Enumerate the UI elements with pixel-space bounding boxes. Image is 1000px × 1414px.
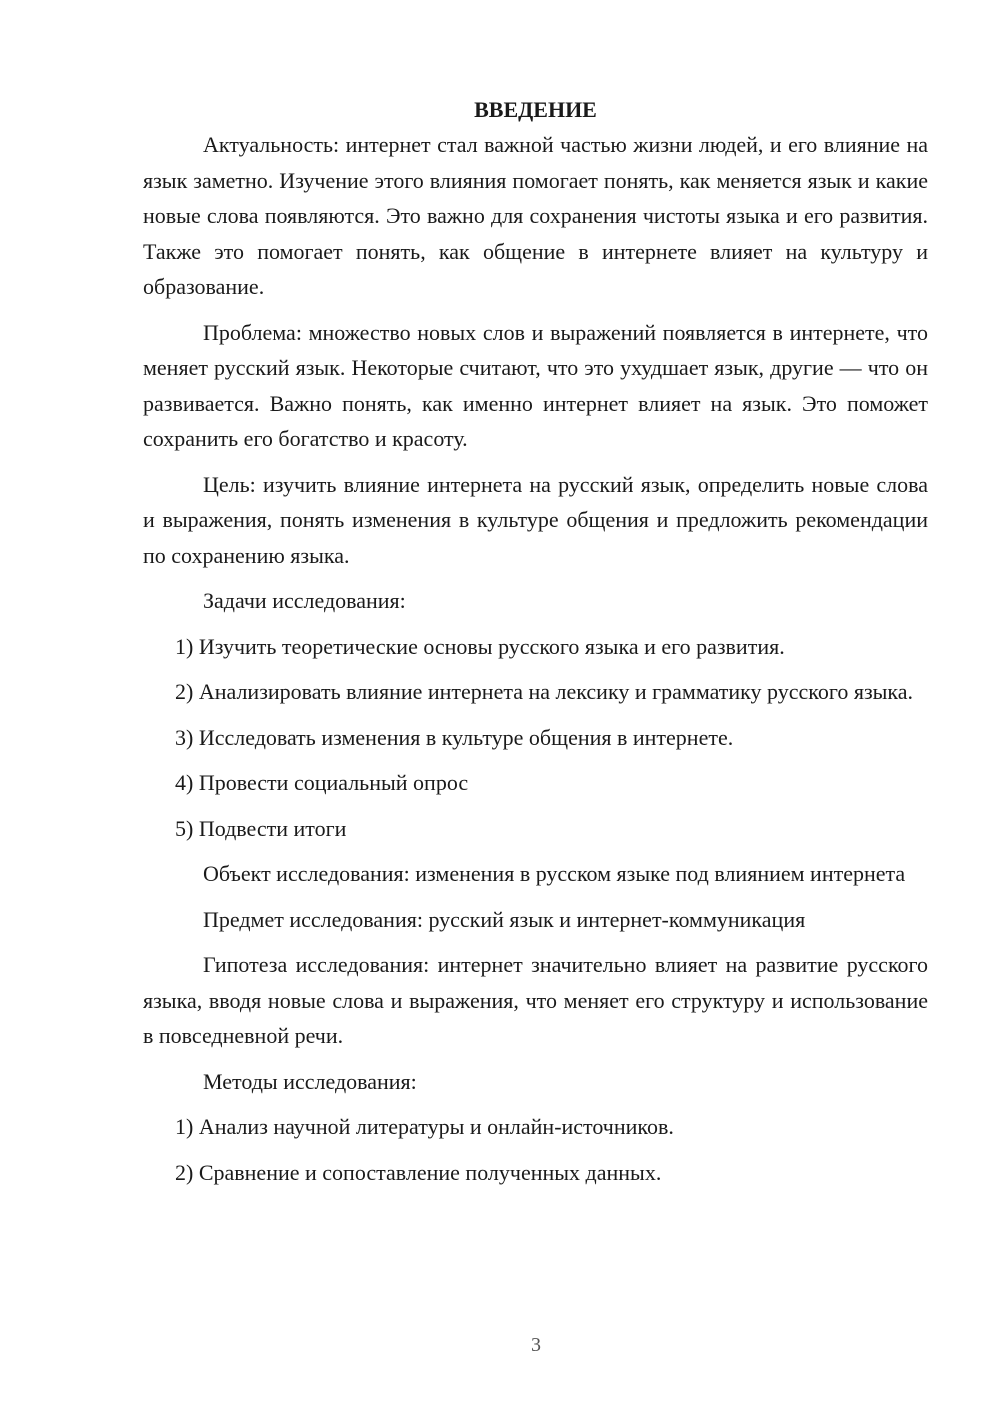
task-item-3: 3) Исследовать изменения в культуре общения в интернете. <box>175 724 734 750</box>
hypothesis-paragraph: Гипотеза исследования: интернет значительно влияет на развитие русского языка, вводя новые слова и выражения, что меняет его структуру и использование в повседневной речи. <box>143 952 928 1048</box>
method-item-1: 1) Анализ научной литературы и онлайн-источников. <box>175 1114 674 1139</box>
task-item-2: 2) Анализировать влияние интернета на лексику и грамматику русского языка. <box>175 679 914 704</box>
task-item-5: 5) Подвести итоги <box>175 815 347 841</box>
methods-title: Методы исследования: <box>203 1068 417 1094</box>
page-number: 3 <box>531 1334 541 1356</box>
task-item-4: 4) Провести социальный опрос <box>175 770 469 795</box>
relevance-paragraph: Актуальность: интернет стал важной частью жизни людей, и его влияние на язык заметно. Изучение этого влияния помогает понять, как меняется язык и какие новые слова появляются. Это важно для сохранения чистоты языка и его развития. Также это помогает понять, как общение в интернете влияет на культуру и образование. <box>143 132 928 299</box>
object-paragraph: Объект исследования: изменения в русском языке под влиянием интернета <box>203 861 906 886</box>
section-heading: ВВЕДЕНИЕ <box>474 97 597 122</box>
subject-paragraph: Предмет исследования: русский язык и интернет-коммуникация <box>203 906 806 932</box>
problem-paragraph: Проблема: множество новых слов и выражений появляется в интернете, что меняет русский язык. Некоторые считают, что это ухудшает язык, другие — что он развивается. Важно понять, как именно интернет влияет на язык. Это поможет сохранить его богатство и красоту. <box>143 319 928 451</box>
document-page <box>143 92 928 1200</box>
task-item-1: 1) Изучить теоретические основы русского языка и его развития. <box>175 633 785 659</box>
tasks-title: Задачи исследования: <box>203 588 406 613</box>
goal-paragraph: Цель: изучить влияние интернета на русский язык, определить новые слова и выражения, понять изменения в культуре общения и предложить рекомендации по сохранению языка. <box>143 471 928 568</box>
method-item-2: 2) Сравнение и сопоставление полученных данных. <box>175 1159 662 1185</box>
